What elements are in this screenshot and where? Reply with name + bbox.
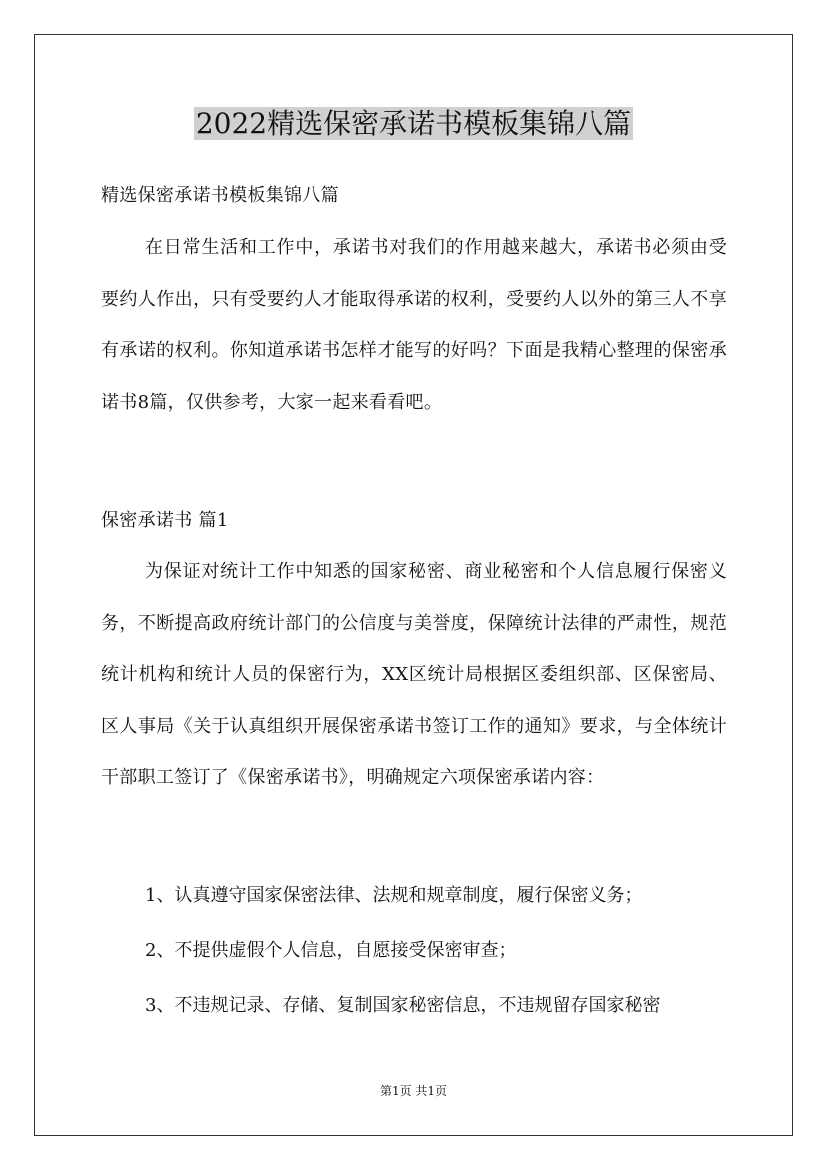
document-subtitle: 精选保密承诺书模板集锦八篇 xyxy=(101,185,339,206)
section-heading: 保密承诺书 篇1 xyxy=(101,510,229,531)
section-paragraph: 为保证对统计工作中知悉的国家秘密、商业秘密和个人信息履行保密义务，不断提高政府统计部门的公信度与美誉度，保障统计法律的严肃性，规范统计机构和统计人员的保密行为，XX区统计局根据区委组织部、区保密局、区人事局《关于认真组织开展保密承诺书签订工作的通知》要求，与全体统计干部职工签订了《保密承诺书》，明确规定六项保密承诺内容： xyxy=(101,561,727,788)
list-item: 1、认真遵守国家保密法律、法规和规章制度，履行保密义务； xyxy=(145,885,643,906)
list-item: 2、不提供虚假个人信息，自愿接受保密审查； xyxy=(145,940,517,961)
document-title xyxy=(0,102,827,146)
commitment-list xyxy=(101,868,727,1033)
intro-paragraph: 在日常生活和工作中，承诺书对我们的作用越来越大，承诺书必须由受要约人作出，只有受要约人才能取得承诺的权利，受要约人以外的第三人不享有承诺的权利。你知道承诺书怎样才能写的好吗？下面是我精心整理的保密承诺书8篇，仅供参考，大家一起来看看吧。 xyxy=(101,237,727,413)
page-footer: 第1页 共1页 xyxy=(379,1084,448,1098)
document-title-text: 2022精选保密承诺书模板集锦八篇 xyxy=(195,107,632,140)
list-item: 3、不违规记录、存储、复制国家秘密信息，不违规留存国家秘密 xyxy=(145,995,661,1016)
